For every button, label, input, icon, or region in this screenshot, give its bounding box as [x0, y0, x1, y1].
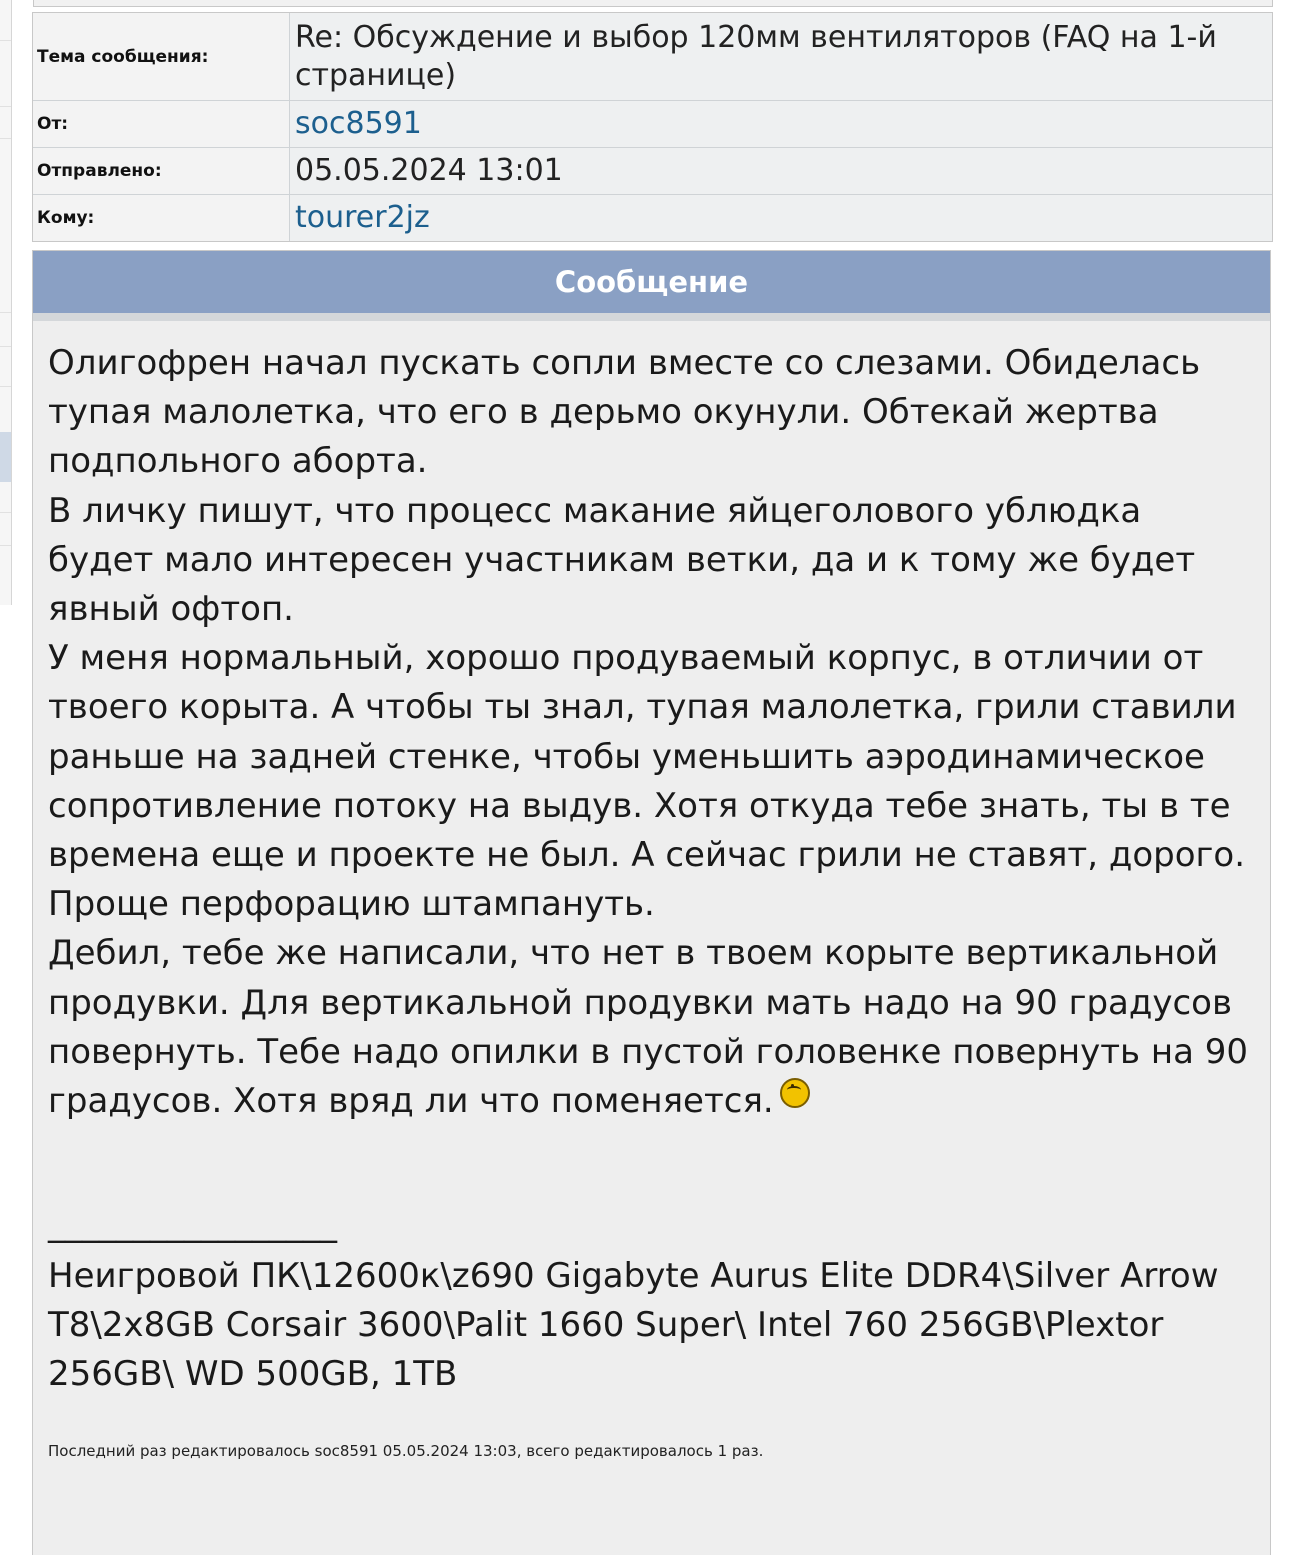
message-panel [32, 250, 1271, 1555]
to-value [290, 195, 1272, 241]
signature-separator: _________________ [48, 1204, 337, 1245]
to-row [33, 195, 1272, 241]
sidebar-divider [0, 312, 11, 313]
message-paragraph: В личку пишут, что процесс макание яйцеголового ублюдка будет мало интересен участникам ветки, да и к тому же будет явный офтоп. [48, 490, 1196, 630]
signature: Неигровой ПК\12600к\z690 Gigabyte Aurus Elite DDR4\Silver Arrow T8\2x8GB Corsair 3600\Palit 1660 Super\ Intel 760 256GB\Plextor 256GB\ WD 500GB, 1TB [48, 1256, 1219, 1395]
sent-row [33, 148, 1272, 195]
message-paragraph: У меня нормальный, хорошо продуваемый корпус, в отличии от твоего корыта. А чтобы ты знал, тупая малолетка, грили ставили раньше на задней стенке, чтобы уменьшить аэродинамическое сопротивление потоку на выдув. Хотя откуда тебе знать, ты в те времена еще и проекте не был. А сейчас грили не ставят, дорого. Проще перфорацию штампануть. [48, 638, 1246, 925]
recipient-link[interactable]: tourer2jz [295, 200, 430, 235]
subject-label: Тема сообщения: [33, 13, 290, 100]
from-value [290, 101, 1272, 147]
sidebar-divider [0, 545, 11, 546]
previous-block-edge [33, 0, 1273, 7]
rolling-eyes-smiley-icon [780, 1078, 810, 1108]
message-body [33, 321, 1270, 1476]
to-label: Кому: [33, 195, 290, 241]
sidebar-edge [0, 0, 12, 605]
sidebar-active-item[interactable] [0, 432, 11, 482]
subject-value: Re: Обсуждение и выбор 120мм вентиляторов (FAQ на 1-й странице) [290, 13, 1272, 100]
message-paragraph: Дебил, тебе же написали, что нет в твоем корыте вертикальной продувки. Для вертикальной продувки мать надо на 90 градусов повернуть. Тебе надо опилки в пустой головенке повернуть на 90 градусов. Хотя вряд ли что поменяется. [48, 933, 1248, 1122]
sidebar-divider [0, 346, 11, 347]
sidebar-divider [0, 386, 11, 387]
sidebar-divider [0, 138, 11, 139]
edited-note: Последний раз редактировалось soc8591 05.05.2024 13:03, всего редактировалось 1 раз. [48, 1442, 764, 1461]
message-heading: Сообщение [33, 251, 1270, 321]
subject-row [33, 13, 1272, 101]
sidebar-divider [0, 40, 11, 41]
sidebar-divider [0, 106, 11, 107]
sender-link[interactable]: soc8591 [295, 106, 422, 141]
message-paragraph: Олигофрен начал пускать сопли вместе со слезами. Обиделась тупая малолетка, что его в дерьмо окунули. Обтекай жертва подпольного аборта. [48, 343, 1201, 482]
message-paragraph-last [48, 929, 1255, 1126]
from-row [33, 101, 1272, 148]
sidebar-divider [0, 512, 11, 513]
message-header-table [32, 12, 1273, 242]
from-label: От: [33, 101, 290, 147]
sent-value: 05.05.2024 13:01 [290, 148, 1272, 194]
sent-label: Отправлено: [33, 148, 290, 194]
